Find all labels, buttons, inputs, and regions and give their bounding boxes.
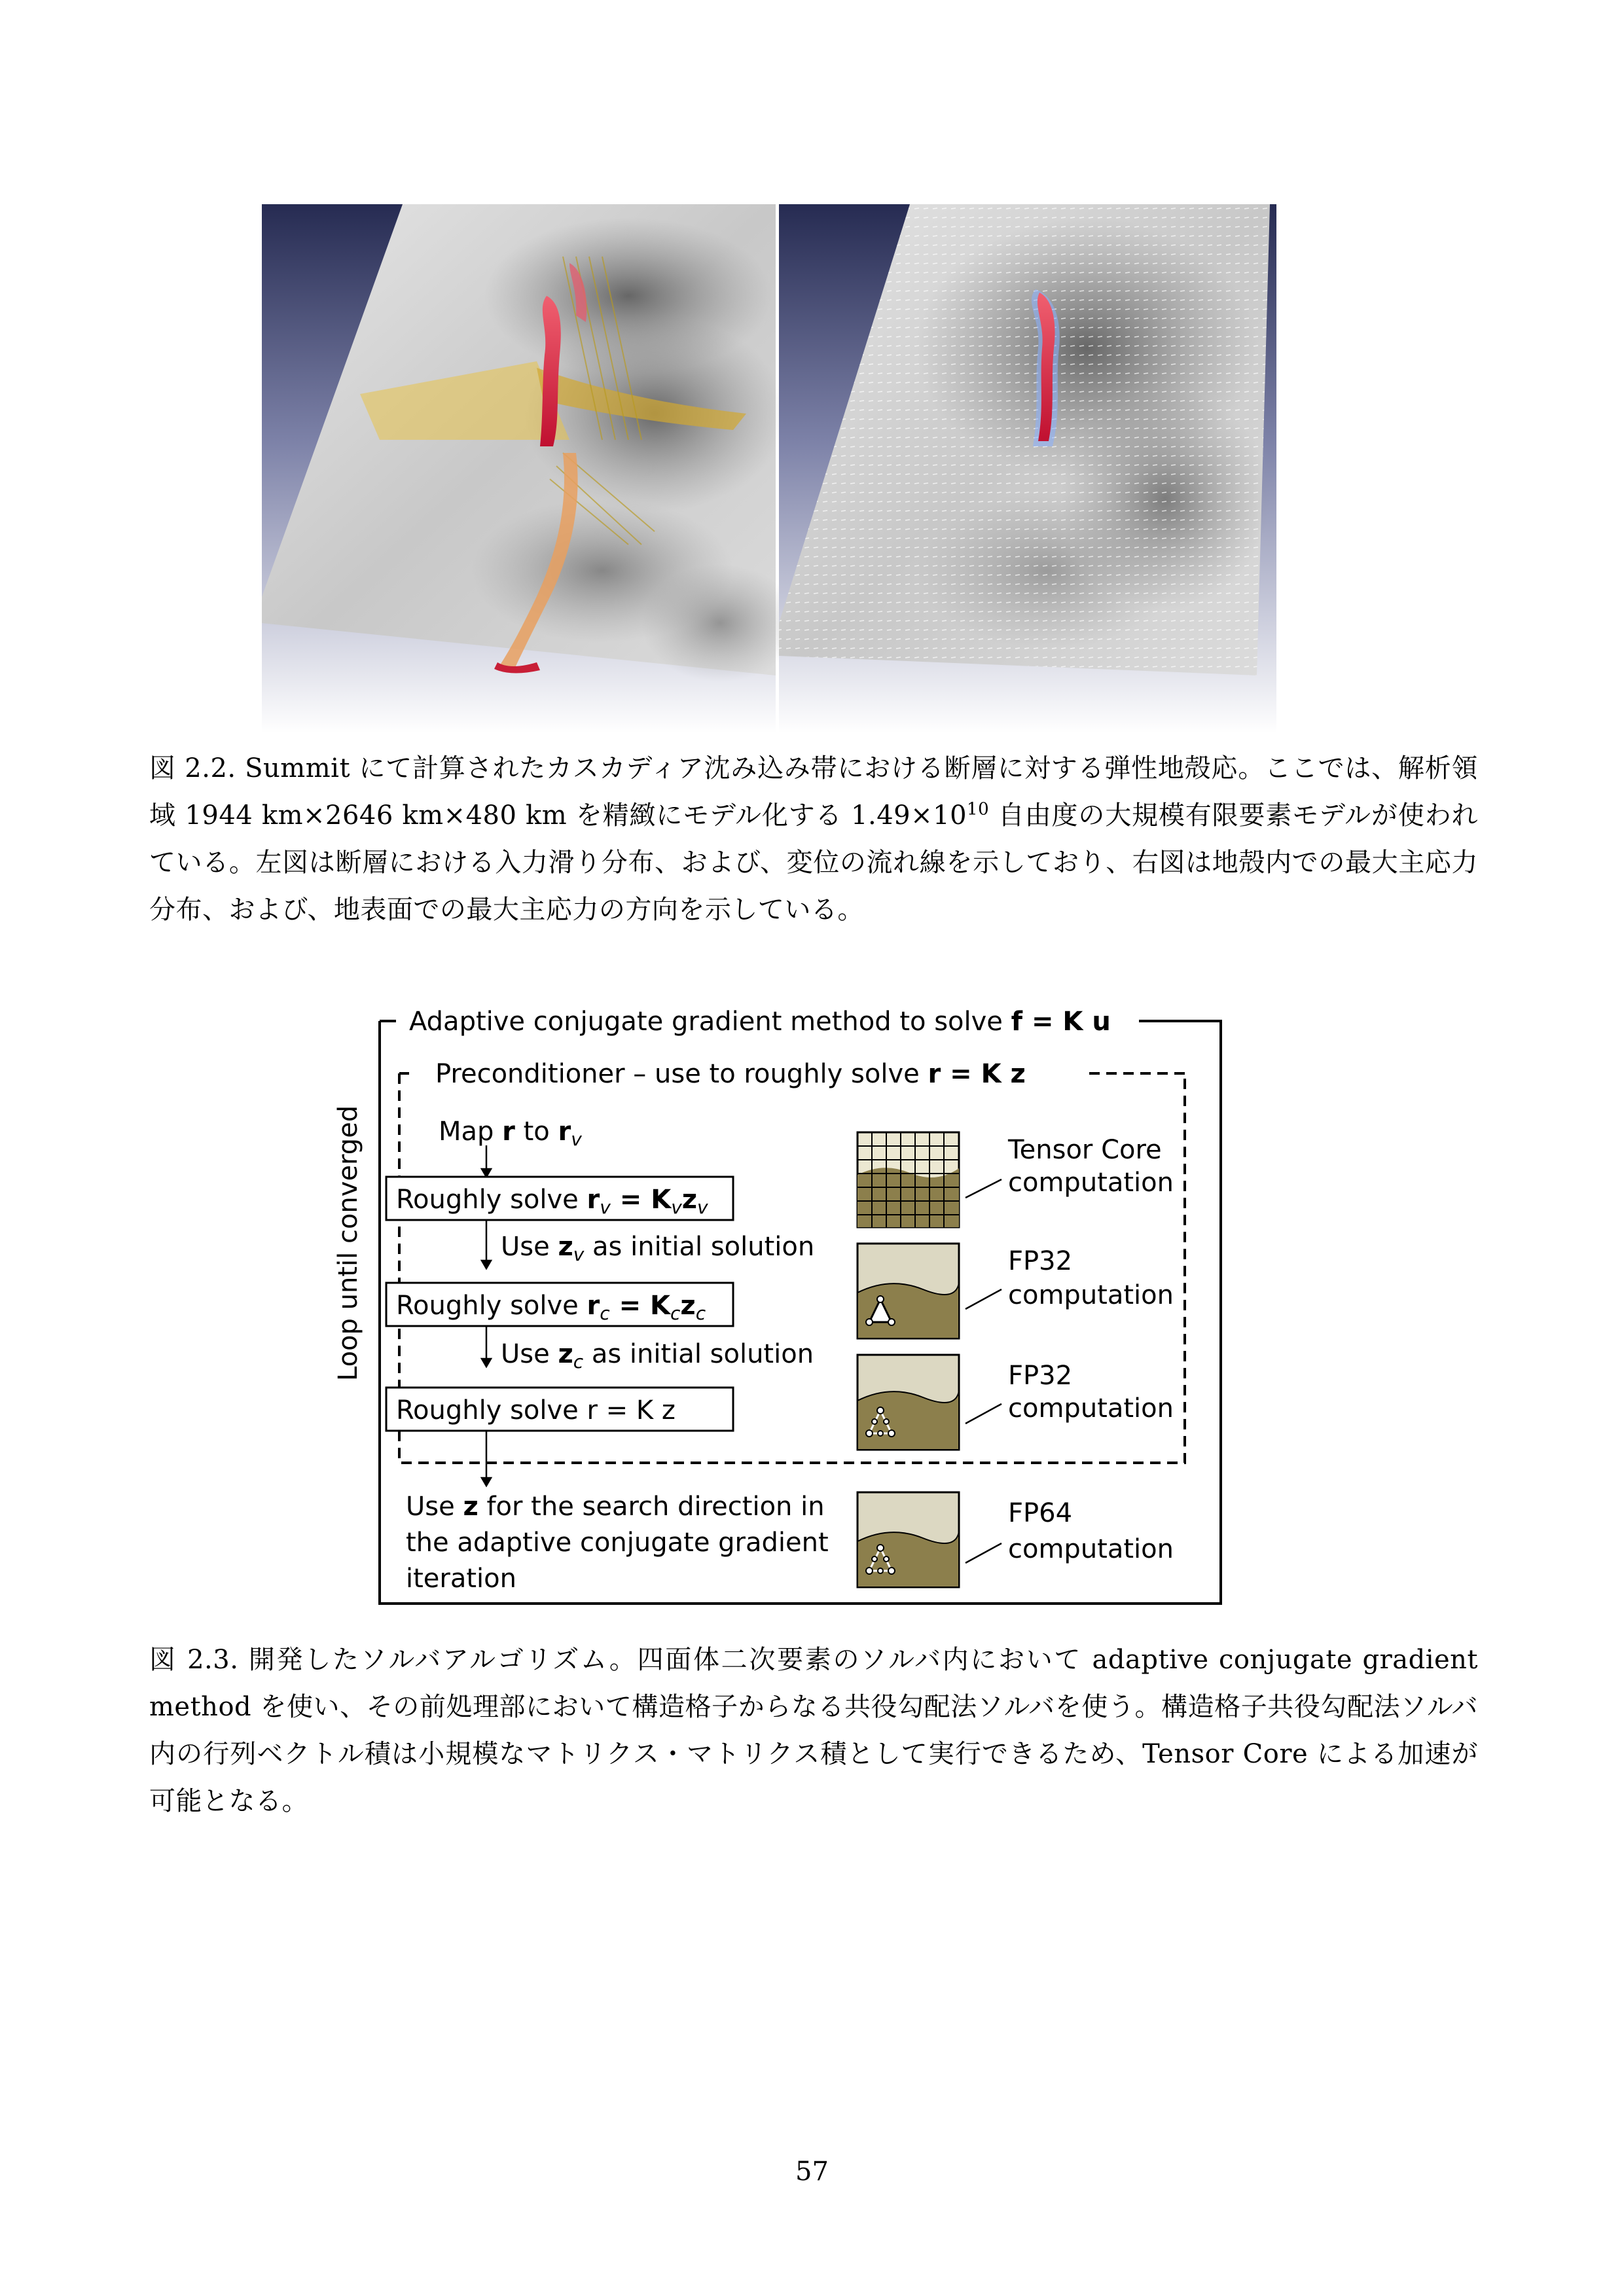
fp32-label-2b: computation xyxy=(1008,1393,1174,1424)
outer-title: Adaptive conjugate gradient method to solve f = K u xyxy=(409,1007,1111,1037)
right-panel-stress-distribution xyxy=(779,204,1276,733)
loop-label: Loop until converged xyxy=(333,1105,363,1381)
left-panel-slip-distribution xyxy=(262,204,799,733)
final-step-line-2: the adaptive conjugate gradient xyxy=(406,1528,829,1558)
figure-2-2-caption xyxy=(149,745,1478,933)
use-zv-text: Use $z_v$ as initial solution xyxy=(501,1232,815,1265)
simulation-renderings xyxy=(262,204,1276,733)
fp32-element-icon-2 xyxy=(857,1355,959,1450)
figure-2-2-images xyxy=(262,204,1276,733)
figure-2-3-caption xyxy=(149,1636,1478,1825)
tensor-core-label-1: Tensor Core xyxy=(1008,1135,1162,1165)
figure-2-2-caption-label: 図 2.2. xyxy=(149,753,236,783)
fp32-element-icon-1 xyxy=(857,1244,959,1338)
solver-algorithm-diagram xyxy=(321,1001,1237,1630)
use-zc-text: Use $z_c$ as initial solution xyxy=(501,1339,814,1372)
fp32-label-2a: FP32 xyxy=(1008,1361,1073,1391)
fp64-element-icon xyxy=(857,1492,959,1587)
roughly-solve-box-1-text: Roughly solve $r_v = K_vz_v$ xyxy=(396,1185,708,1218)
fp32-label-1b: computation xyxy=(1008,1280,1174,1310)
map-step: Map r to $r_v$ xyxy=(439,1117,582,1150)
figure-2-3-caption-label: 図 2.3. xyxy=(149,1645,239,1675)
figure-2-2-caption-exponent: 10 xyxy=(967,799,990,819)
figure-2-3-caption-text: 開発したソルバアルゴリズム。四面体二次要素のソルバ内において adaptive conjugate gradient method を使い、その前処理部において構造格子からなる共役勾配法ソルバを使う。構造格子共役勾配法ソルバ内の行列ベクトル積は小規模なマトリクス・マトリクス積として実行できるため、Tensor Core による加速が可能となる。 xyxy=(149,1645,1478,1816)
fp64-label-a: FP64 xyxy=(1008,1498,1073,1528)
final-step-line-1: Use z for the search direction in xyxy=(406,1492,825,1522)
roughly-solve-box-2-text: Roughly solve $r_c = K_cz_c$ xyxy=(396,1291,706,1324)
fp64-label-b: computation xyxy=(1008,1534,1174,1564)
figure-2-2-caption-text-a: Summit にて計算されたカスカディア沈み込み帯における断層に対する弾性地殻応。ここでは、解析領域 1944 km×2646 km×480 km を精緻にモデル化する 1.49×10 xyxy=(149,753,1479,831)
label-pointers xyxy=(965,1179,1001,1563)
fp32-label-1a: FP32 xyxy=(1008,1246,1073,1276)
roughly-solve-box-3-text: Roughly solve r = K z xyxy=(396,1395,676,1426)
figure-2-2-caption-text-b: 自由度の大規模有限要素モデルが使われている。左図は断層における入力滑り分布、および、変位の流れ線を示しており、右図は地殻内での最大主応力分布、および、地表面での最大主応力の方向を示している。 xyxy=(149,800,1478,925)
figure-2-3-diagram xyxy=(321,1001,1237,1630)
final-step-line-3: iteration xyxy=(406,1564,516,1594)
page-number: 57 xyxy=(795,2157,829,2187)
tensor-core-grid-icon xyxy=(857,1132,959,1227)
preconditioner-title: Preconditioner – use to roughly solve r = K z xyxy=(435,1059,1026,1089)
tensor-core-label-2: computation xyxy=(1008,1168,1174,1198)
